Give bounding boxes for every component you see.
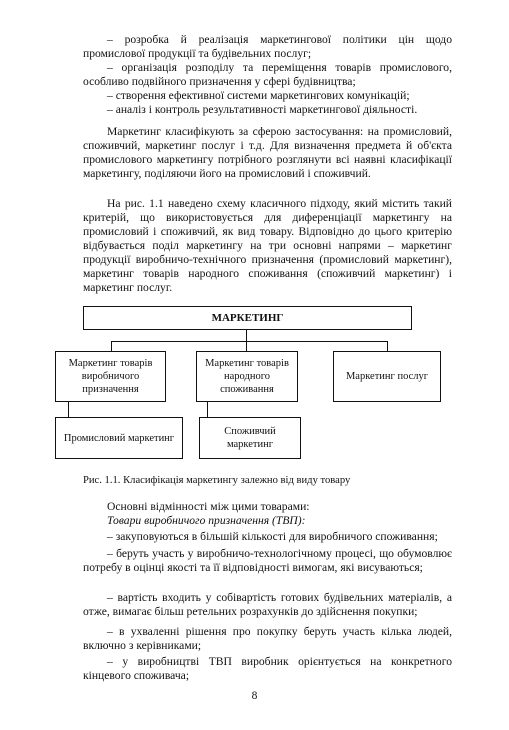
diagram-root-label: МАРКЕТИНГ xyxy=(211,311,284,324)
paragraph-differences-intro: Основні відмінності між цими товарами: xyxy=(107,500,310,513)
connector-level1-horizontal xyxy=(111,341,387,342)
diagram-label-industrial-marketing: Промисловий маркетинг xyxy=(63,432,175,444)
bullet-quantity: – закуповуються в більшій кількості для виробничого споживання; xyxy=(107,530,438,543)
connector-to-industrial-goods xyxy=(111,341,112,351)
diagram-root-box xyxy=(83,306,412,330)
diagram-box-consumer-marketing xyxy=(199,417,301,459)
heading-industrial-goods: Товари виробничого призначення (ТВП): xyxy=(107,514,306,527)
bullet-decision-making: – в ухваленні рішення про покупку беруть участь кілька людей, включно з керівниками; xyxy=(83,625,452,652)
connector-root-trunk xyxy=(246,330,247,341)
paragraph-classification: Маркетинг класифікують за сферою застосування: на промисловий, споживчий, маркетинг послуг і т.д. Для визначення предмета й об'єкта промислового маркетингу потрібного розглянути всі наявні класифікації маркетингу, поділяючи його на промисловий і споживчий. xyxy=(83,125,452,180)
figure-caption: Рис. 1.1. Класифікація маркетингу залежно від виду товару xyxy=(83,475,351,486)
bullet-technological-process: – беруть участь у виробничо-технологічному процесі, що обумовлює потребу в оцінці якості та її відповідності вимогам, які висуваються; xyxy=(83,547,452,574)
diagram-box-consumer-goods xyxy=(196,351,298,402)
diagram-box-industrial-marketing xyxy=(55,417,183,459)
bullet-pricing-policy: – розробка й реалізація маркетингової політики цін щодо промислової продукції та будівельних послуг; xyxy=(83,33,452,60)
bullet-end-consumer: – у виробництві ТВП виробник орієнтується на конкретного кінцевого споживача; xyxy=(83,655,452,682)
connector-to-consumer-goods xyxy=(246,341,247,351)
diagram-label-consumer-goods: Маркетинг товарів народного споживання xyxy=(205,358,289,395)
paragraph-figure-reference: На рис. 1.1 наведено схему класичного підходу, який містить такий критерій, що використовується для диференціації маркетингу на промисловий і споживчий, як вид товару. Відповідно до цього критерію відбувається поділ маркетингу на три основні напрями – маркетинг продукції виробничо-технічного призначення (промисловий маркетинг), маркетинг товарів народного споживання (споживчий маркетинг) і маркетинг послуг. xyxy=(83,197,452,294)
diagram-label-industrial-goods: Маркетинг товарів виробничого призначення xyxy=(68,358,153,395)
diagram-label-consumer-marketing: Споживчий маркетинг xyxy=(224,426,276,450)
bullet-distribution: – організація розподілу та переміщення товарів промислового, особливо подвійного призначення у сфері будівництва; xyxy=(83,61,452,88)
bullet-communications: – створення ефективної системи маркетингових комунікацій; xyxy=(107,89,410,102)
diagram-box-services xyxy=(333,351,441,402)
bullet-cost: – вартість входить у собівартість готових будівельних матеріалів, а отже, вимагає більш ретельних розрахунків до здійснення покупки; xyxy=(83,591,452,618)
connector-to-industrial-marketing xyxy=(68,402,69,417)
diagram-label-services: Маркетинг послуг xyxy=(345,371,429,382)
bullet-analysis: – аналіз і контроль результативності маркетингової діяльності. xyxy=(107,103,418,116)
page-number: 8 xyxy=(251,690,258,702)
connector-to-services xyxy=(387,341,388,351)
connector-to-consumer-marketing xyxy=(207,402,208,417)
diagram-box-industrial-goods xyxy=(55,351,166,402)
